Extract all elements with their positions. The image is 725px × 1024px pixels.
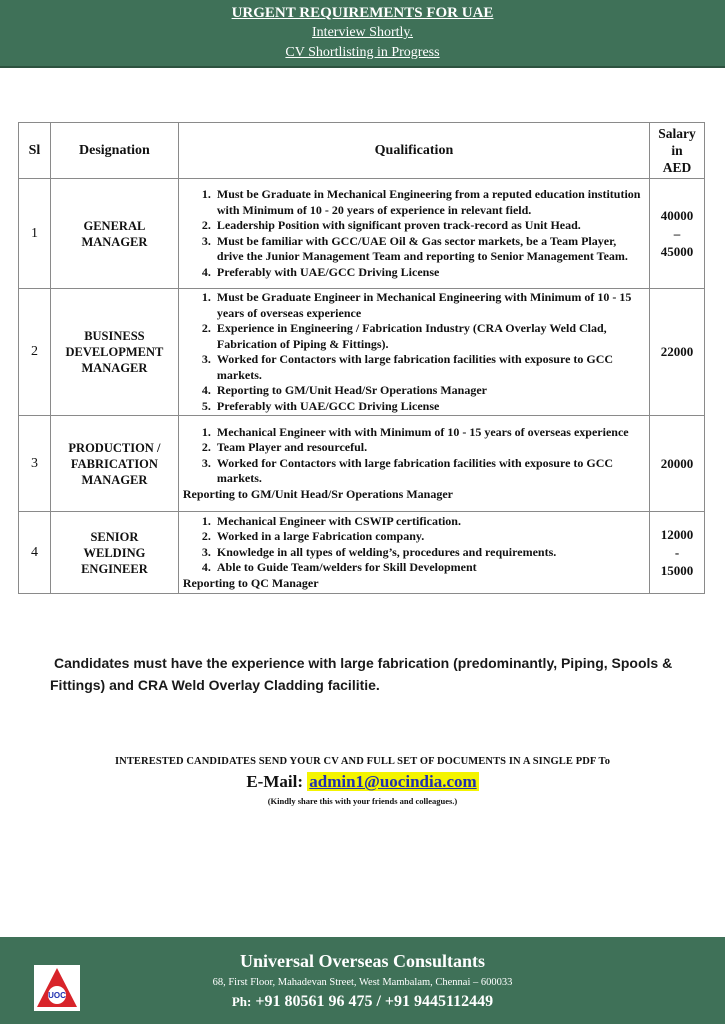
- phone-numbers: +91 80561 96 475 / +91 9445112449: [255, 993, 494, 1010]
- designation-line: FABRICATION: [70, 456, 158, 471]
- qualification-item: [183, 321, 645, 352]
- row-sl: 3: [19, 416, 51, 512]
- col-salary: Salary in AED: [650, 123, 705, 179]
- qualification-item: [183, 529, 645, 545]
- item-text: Leadership Position with significant proven track-record as Unit Head.: [216, 218, 581, 232]
- qualification-item: [183, 352, 645, 383]
- designation-line: BUSINESS: [84, 329, 145, 343]
- item-text: Must be familiar with GCC/UAE Oil & Gas sector markets, be a Team Player, drive the Junior Management Team and reporting to Senior Management Team.: [216, 233, 628, 263]
- designation-line: DEVELOPMENT: [65, 345, 164, 359]
- header-shortlisting-note: CV Shortlisting in Progress: [285, 45, 440, 60]
- row-salary: [650, 416, 705, 512]
- row-qualification: [178, 512, 649, 594]
- qualification-item: [183, 560, 645, 576]
- email-link[interactable]: admin1@uocindia.com: [309, 772, 477, 791]
- item-text: Preferably with UAE/GCC Driving License: [216, 264, 440, 279]
- item-text: Able to Guide Team/welders for Skill Development: [216, 560, 477, 575]
- designation-line: MANAGER: [81, 472, 148, 487]
- reporting-note: Reporting to QC Manager: [182, 575, 319, 590]
- item-number: 2.: [201, 321, 211, 335]
- item-number: 1.: [201, 513, 211, 528]
- company-phone: [0, 993, 725, 1011]
- table-row: [19, 512, 705, 594]
- header-interview-note: Interview Shortly.: [312, 25, 413, 40]
- item-number: 4.: [201, 560, 211, 575]
- header-title: URGENT REQUIREMENTS FOR UAE: [231, 5, 494, 21]
- row-qualification: [178, 289, 649, 416]
- item-text: Experience in Engineering / Fabrication Industry (CRA Overlay Weld Clad, Fabrication of Piping & Fittings).: [216, 321, 607, 351]
- salary-line: 12000: [660, 526, 694, 542]
- item-number: 1.: [201, 290, 211, 304]
- col-qualification: Qualification: [178, 123, 649, 179]
- designation-line: GENERAL: [83, 218, 146, 233]
- qualification-item: [183, 440, 645, 456]
- qualification-item: [183, 425, 645, 441]
- table-row: [19, 179, 705, 289]
- item-text: Preferably with UAE/GCC Driving License: [216, 398, 440, 413]
- row-salary: [650, 179, 705, 289]
- item-text: Mechanical Engineer with with Minimum of 10 - 15 years of overseas experience: [216, 424, 629, 439]
- row-sl: 1: [19, 179, 51, 289]
- item-number: 3.: [201, 455, 211, 470]
- row-qualification: [178, 179, 649, 289]
- qualification-list: [183, 425, 645, 487]
- salary-line: 22000: [660, 344, 694, 359]
- designation-line: MANAGER: [81, 361, 148, 375]
- col-designation: Designation: [50, 123, 178, 179]
- qualification-item: [183, 514, 645, 530]
- qualification-list: [183, 514, 645, 576]
- share-note: (Kindly share this with your friends and colleagues.): [267, 796, 458, 806]
- col-sl: Sl: [19, 123, 51, 179]
- item-text: Must be Graduate in Mechanical Engineering from a reputed education institution with Minimum of 10 - 20 years of experience in relevant field.: [216, 187, 641, 217]
- item-text: Worked for Contactors with large fabrication facilities with exposure to GCC markets.: [216, 352, 614, 382]
- item-number: 4.: [201, 264, 211, 279]
- row-designation: [50, 416, 178, 512]
- item-text: Reporting to GM/Unit Head/Sr Operations Manager: [216, 383, 487, 397]
- salary-line: –: [673, 225, 681, 241]
- designation-line: MANAGER: [81, 234, 148, 249]
- salary-line: 15000: [660, 562, 694, 578]
- footer-banner: [0, 937, 725, 1024]
- table-row: [19, 289, 705, 416]
- item-text: Knowledge in all types of welding’s, procedures and requirements.: [216, 544, 557, 559]
- row-designation: [50, 512, 178, 594]
- company-name: Universal Overseas Consultants: [239, 951, 485, 971]
- phone-label: Ph:: [231, 994, 252, 1009]
- item-number: 2.: [201, 529, 211, 544]
- item-number: 1.: [201, 187, 211, 201]
- interested-candidates-text: INTERESTED CANDIDATES SEND YOUR CV AND FULL SET OF DOCUMENTS IN A SINGLE PDF To: [114, 756, 611, 767]
- item-number: 3.: [201, 233, 211, 248]
- item-number: 2.: [201, 218, 211, 232]
- qualification-item: [183, 399, 645, 415]
- qualification-item: [183, 234, 645, 265]
- item-number: 5.: [201, 398, 211, 413]
- row-designation: [50, 179, 178, 289]
- item-text: Mechanical Engineer with CSWIP certification.: [216, 513, 461, 528]
- table-header-row: [19, 123, 705, 179]
- row-qualification: [178, 416, 649, 512]
- item-number: 1.: [201, 424, 211, 439]
- candidates-requirement-text: Candidates must have the experience with large fabrication (predominantly, Piping, Spools & Fittings) and CRA Weld Overlay Cladding facilitie.: [50, 655, 673, 693]
- designation-line: WELDING: [83, 545, 146, 560]
- row-salary: [650, 512, 705, 594]
- salary-line: -: [674, 544, 680, 560]
- email-label: E-Mail:: [246, 772, 303, 791]
- qualification-list: [183, 290, 645, 414]
- item-text: Must be Graduate Engineer in Mechanical Engineering with Minimum of 10 - 15 years of overseas experience: [216, 290, 632, 320]
- designation-line: PRODUCTION /: [68, 440, 161, 455]
- email-line: [0, 772, 725, 792]
- company-address: 68, First Floor, Mahadevan Street, West Mambalam, Chennai – 600033: [212, 977, 513, 988]
- row-designation: [50, 289, 178, 416]
- salary-line: 45000: [660, 243, 694, 259]
- qualification-item: [183, 187, 645, 218]
- row-salary: [650, 289, 705, 416]
- qualification-item: [183, 265, 645, 281]
- qualification-item: [183, 545, 645, 561]
- item-number: 3.: [201, 544, 211, 559]
- header-banner: [0, 0, 725, 68]
- item-text: Worked for Contactors with large fabrication facilities with exposure to GCC markets.: [216, 455, 614, 486]
- designation-line: SENIOR: [90, 529, 139, 544]
- item-number: 2.: [201, 440, 211, 455]
- qualification-item: [183, 456, 645, 487]
- item-text: Team Player and resourceful.: [216, 440, 368, 455]
- designation-line: ENGINEER: [81, 561, 148, 576]
- requirements-table: [18, 122, 705, 594]
- item-text: Worked in a large Fabrication company.: [216, 529, 425, 544]
- qualification-item: [183, 383, 645, 399]
- table-row: [19, 416, 705, 512]
- row-sl: 2: [19, 289, 51, 416]
- logo-text: UOC: [48, 991, 66, 1000]
- salary-line: 40000: [660, 207, 694, 223]
- qualification-list: [183, 187, 645, 280]
- salary-line: 20000: [660, 455, 694, 471]
- item-number: 3.: [201, 352, 211, 366]
- item-number: 4.: [201, 383, 211, 397]
- qualification-item: [183, 290, 645, 321]
- qualification-item: [183, 218, 645, 234]
- row-sl: 4: [19, 512, 51, 594]
- reporting-note: Reporting to GM/Unit Head/Sr Operations Manager: [182, 486, 453, 501]
